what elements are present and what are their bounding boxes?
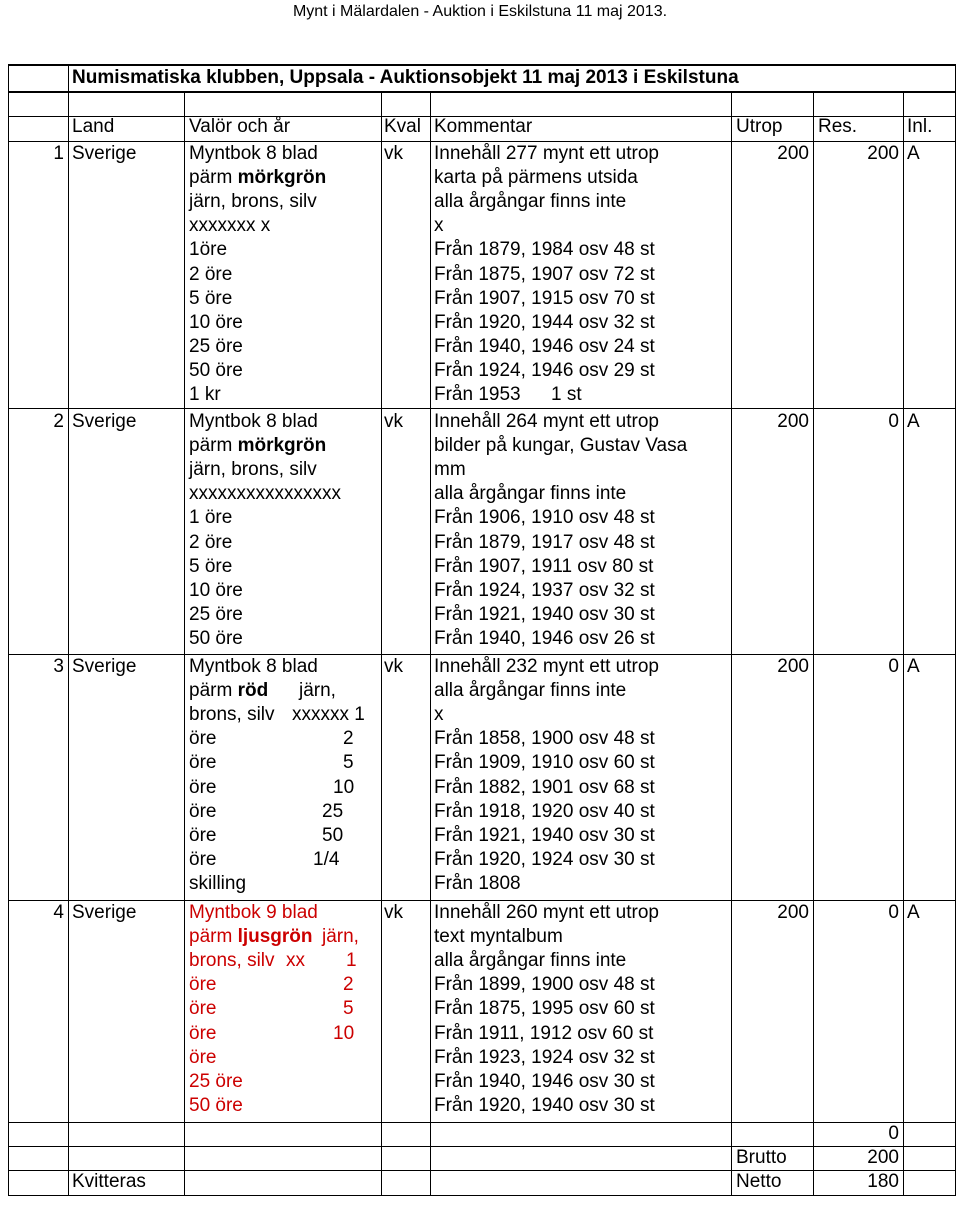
- comment-line-text: Från 1953: [434, 384, 521, 405]
- comment-line: [434, 190, 626, 214]
- denomination-line-text: 1öre: [189, 239, 228, 261]
- denomination-line: [189, 603, 243, 627]
- denomination-line-text: Myntbok 9 blad: [189, 902, 318, 923]
- country-cell: Sverige: [72, 656, 137, 677]
- denomination-line: [189, 166, 326, 190]
- comment-line-text: Från 1911, 1912 osv 60 st: [434, 1022, 654, 1044]
- reserve-cell: 0: [888, 656, 899, 677]
- denomination-line: [189, 482, 341, 506]
- denomination-line-right-text: 50: [322, 824, 344, 846]
- denomination-line: [189, 579, 243, 603]
- comment-line: [434, 901, 659, 925]
- comment-line-text: Från 1924, 1946 osv 29 st: [434, 359, 655, 381]
- comment-line: [434, 555, 653, 579]
- denomination-line: [189, 287, 232, 311]
- denomination-line: [189, 627, 243, 651]
- denomination-line-right-text: xx: [286, 950, 305, 972]
- submitter-cell: A: [907, 656, 920, 677]
- comment-line: [434, 727, 655, 751]
- denomination-line-text: öre: [189, 824, 217, 846]
- reserve-cell: 200: [867, 143, 899, 164]
- denomination-line: [189, 997, 216, 1021]
- denomination-line-text: 2 öre: [189, 263, 233, 285]
- denomination-line: [189, 824, 216, 848]
- denomination-line-text: 1 öre: [189, 507, 233, 529]
- denomination-line-text: 10 öre: [189, 311, 243, 333]
- denomination-line: [189, 506, 232, 530]
- comment-line-text: alla årgångar finns inte: [434, 483, 627, 505]
- comment-line-text: Från 1858, 1900 osv 48 st: [434, 728, 655, 750]
- denomination-line: [189, 410, 318, 434]
- comment-line-text: x: [434, 215, 444, 237]
- brutto-value: 200: [867, 1147, 899, 1168]
- comment-line-text: Innehåll 277 mynt ett utrop: [434, 143, 659, 164]
- item-number: 3: [53, 656, 64, 677]
- comment-line: [434, 997, 655, 1021]
- denomination-line-text: öre: [189, 998, 217, 1020]
- comment-line: [434, 287, 655, 311]
- column-border: [430, 92, 431, 1196]
- netto-label: Netto: [736, 1171, 782, 1192]
- denomination-line-right-text: järn,: [299, 680, 336, 702]
- comment-line: [434, 627, 655, 651]
- denomination-line: [189, 142, 318, 166]
- denomination-line-right-text: järn,: [322, 926, 359, 948]
- column-header-res: Res.: [818, 116, 858, 137]
- denomination-line-text: 1 kr: [189, 384, 221, 405]
- denomination-line-right-text: 2: [343, 728, 354, 750]
- comment-line-text: alla årgångar finns inte: [434, 191, 627, 213]
- denomination-line: [189, 359, 243, 383]
- netto-value: 180: [867, 1171, 899, 1192]
- comment-line: [434, 359, 655, 383]
- comment-line-text: Från 1921, 1940 osv 30 st: [434, 603, 655, 625]
- denomination-line-text: pärm: [189, 926, 238, 948]
- comment-line-text: Från 1920, 1940 osv 30 st: [434, 1094, 655, 1116]
- denomination-line: [189, 1022, 216, 1046]
- denomination-line-text: öre: [189, 728, 217, 750]
- country-cell: Sverige: [72, 411, 137, 432]
- starting-price-cell: 200: [777, 143, 809, 164]
- denomination-line-text: 50 öre: [189, 1094, 243, 1116]
- denomination-line: [189, 655, 318, 679]
- comment-line: [434, 824, 655, 848]
- denomination-line-text: brons, silv: [189, 704, 275, 726]
- denomination-line: [189, 872, 246, 896]
- starting-price-cell: 200: [777, 902, 809, 923]
- denomination-line: [189, 531, 232, 555]
- comment-line-text: Från 1907, 1915 osv 70 st: [434, 287, 655, 309]
- comment-line: [434, 579, 655, 603]
- grade-cell: vk: [384, 902, 403, 923]
- comment-line: [434, 679, 626, 703]
- denomination-line-right-text: 5: [343, 752, 354, 774]
- comment-line-text: Från 1899, 1900 osv 48 st: [434, 974, 655, 996]
- column-border: [731, 92, 732, 1196]
- comment-line: [434, 238, 655, 262]
- comment-line-right-text: 1 st: [551, 384, 582, 405]
- comment-line-text: Från 1909, 1910 osv 60 st: [434, 752, 655, 774]
- comment-line: [434, 655, 659, 679]
- item-number: 2: [53, 411, 64, 432]
- denomination-line-text: öre: [189, 1022, 217, 1044]
- comment-line: [434, 603, 655, 627]
- comment-line: [434, 1070, 655, 1094]
- denomination-line: [189, 1094, 243, 1118]
- comment-line: [434, 973, 655, 997]
- reserve-cell: 0: [888, 902, 899, 923]
- comment-line-text: Från 1940, 1946 osv 26 st: [434, 627, 655, 649]
- comment-line-text: Från 1907, 1911 osv 80 st: [434, 555, 654, 577]
- denomination-line: [189, 848, 216, 872]
- denomination-line: [189, 335, 243, 359]
- comment-line: [434, 776, 655, 800]
- denomination-line: [189, 458, 317, 482]
- column-border: [68, 64, 69, 1196]
- denomination-line: [189, 751, 216, 775]
- denomination-line-text: öre: [189, 752, 217, 774]
- denomination-line-right-text: 10: [333, 776, 355, 798]
- denomination-line-right-text: 5: [343, 998, 354, 1020]
- comment-line: [434, 949, 626, 973]
- denomination-line-text: pärm: [189, 680, 238, 702]
- submitter-cell: A: [907, 902, 920, 923]
- comment-line-text: Från 1918, 1920 osv 40 st: [434, 800, 655, 822]
- denomination-line: [189, 973, 216, 997]
- denomination-line: [189, 311, 243, 335]
- denomination-line-text: 50 öre: [189, 627, 243, 649]
- denomination-line-right-text: 25: [322, 800, 344, 822]
- comment-line-text: Från 1875, 1907 osv 72 st: [434, 263, 655, 285]
- comment-line-text: Från 1940, 1946 osv 24 st: [434, 335, 655, 357]
- kvitteras-label: Kvitteras: [72, 1171, 146, 1192]
- reserve-cell: 0: [888, 411, 899, 432]
- comment-line: [434, 751, 655, 775]
- column-border: [903, 92, 904, 1196]
- comment-line: [434, 1022, 653, 1046]
- comment-line: [434, 263, 655, 287]
- comment-line-text: mm: [434, 459, 466, 481]
- country-cell: Sverige: [72, 902, 137, 923]
- comment-line-text: Från 1879, 1917 osv 48 st: [434, 531, 655, 553]
- denomination-line: [189, 1070, 243, 1094]
- comment-line: [434, 335, 655, 359]
- denomination-line-text: 5 öre: [189, 555, 233, 577]
- denomination-line-text: xxxxxxx x: [189, 215, 271, 237]
- comment-line: [434, 214, 444, 238]
- comment-line: [434, 925, 563, 949]
- comment-line-text: Från 1920, 1924 osv 30 st: [434, 848, 655, 870]
- comment-line-text: x: [434, 704, 444, 726]
- denomination-line-text: 50 öre: [189, 359, 243, 381]
- starting-price-cell: 200: [777, 656, 809, 677]
- denomination-line-bold-text: röd: [237, 680, 269, 702]
- item-number: 1: [53, 143, 64, 164]
- item-number: 4: [53, 902, 64, 923]
- comment-line-text: Innehåll 264 mynt ett utrop: [434, 411, 659, 432]
- denomination-line-text: järn, brons, silv: [189, 191, 317, 213]
- comment-line: [434, 506, 655, 530]
- denomination-line-text: Myntbok 8 blad: [189, 411, 318, 432]
- denomination-line-right-text: 1/4: [313, 848, 340, 870]
- denomination-line: [189, 1046, 216, 1070]
- denomination-line-text: öre: [189, 974, 217, 996]
- denomination-line-text: pärm: [189, 167, 238, 189]
- country-cell: Sverige: [72, 143, 137, 164]
- column-border: [381, 92, 382, 1196]
- denomination-line-right-text: 1: [346, 950, 357, 972]
- denomination-line-text: xxxxxxxxxxxxxxxx: [189, 483, 341, 505]
- comment-line: [434, 1094, 655, 1118]
- denomination-line-text: pärm: [189, 435, 238, 457]
- comment-line-text: Från 1879, 1984 osv 48 st: [434, 239, 655, 261]
- column-border: [813, 92, 814, 1196]
- denomination-line-text: 25 öre: [189, 603, 243, 625]
- denomination-line-text: öre: [189, 1046, 217, 1068]
- column-header-kval: Kval: [384, 116, 421, 137]
- denomination-line-text: 25 öre: [189, 335, 243, 357]
- comment-line-text: alla årgångar finns inte: [434, 680, 627, 702]
- comment-line-text: Från 1940, 1946 osv 30 st: [434, 1070, 655, 1092]
- denomination-line: [189, 925, 313, 949]
- comment-line: [434, 166, 638, 190]
- denomination-line-text: öre: [189, 848, 217, 870]
- denomination-line: [189, 800, 216, 824]
- denomination-line-right-text: 2: [343, 974, 354, 996]
- comment-line-text: Från 1923, 1924 osv 32 st: [434, 1046, 655, 1068]
- denomination-line: [189, 555, 232, 579]
- denomination-line: [189, 214, 270, 238]
- comment-line: [434, 703, 444, 727]
- submitter-cell: A: [907, 411, 920, 432]
- comment-line: [434, 434, 687, 458]
- denomination-line-text: brons, silv: [189, 950, 275, 972]
- comment-line-text: Från 1875, 1995 osv 60 st: [434, 998, 655, 1020]
- comment-line: [434, 848, 655, 872]
- grade-cell: vk: [384, 656, 403, 677]
- denomination-line-right-text: 10: [333, 1022, 355, 1044]
- denomination-line: [189, 383, 221, 407]
- denomination-line-text: Myntbok 8 blad: [189, 656, 318, 677]
- column-header-land: Land: [72, 116, 115, 137]
- denomination-line: [189, 727, 216, 751]
- denomination-line-text: skilling: [189, 872, 247, 894]
- grade-cell: vk: [384, 143, 403, 164]
- denomination-line-bold-text: mörkgrön: [237, 435, 327, 457]
- denomination-line-text: 2 öre: [189, 531, 233, 553]
- comment-line-text: Från 1808: [434, 872, 521, 894]
- table-title: Numismatiska klubben, Uppsala - Auktionsobjekt 11 maj 2013 i Eskilstuna: [72, 67, 739, 88]
- comment-line-text: text myntalbum: [434, 926, 563, 948]
- comment-line-text: Från 1882, 1901 osv 68 st: [434, 776, 655, 798]
- column-border: [184, 92, 185, 1196]
- denomination-line-text: öre: [189, 776, 217, 798]
- comment-line-text: Från 1924, 1937 osv 32 st: [434, 579, 655, 601]
- denomination-line: [189, 263, 232, 287]
- denomination-line-text: 10 öre: [189, 579, 243, 601]
- denomination-line-text: öre: [189, 800, 217, 822]
- comment-line-text: Från 1920, 1944 osv 32 st: [434, 311, 655, 333]
- comment-line: [434, 800, 655, 824]
- denomination-line-bold-text: ljusgrön: [237, 926, 313, 948]
- comment-line: [434, 410, 659, 434]
- comment-line-text: Innehåll 232 mynt ett utrop: [434, 656, 659, 677]
- page-header: Mynt i Mälardalen - Auktion i Eskilstuna 11 maj 2013.: [292, 3, 668, 20]
- comment-line: [434, 142, 659, 166]
- comment-line-text: Från 1921, 1940 osv 30 st: [434, 824, 655, 846]
- denomination-line: [189, 901, 318, 925]
- denomination-line-text: Myntbok 8 blad: [189, 143, 318, 164]
- column-header-inl: Inl.: [907, 116, 933, 137]
- denomination-line: [189, 703, 275, 727]
- column-header-utrop: Utrop: [736, 116, 783, 137]
- denomination-line-bold-text: mörkgrön: [237, 167, 327, 189]
- denomination-line: [189, 679, 268, 703]
- comment-line-text: alla årgångar finns inte: [434, 950, 627, 972]
- brutto-label: Brutto: [736, 1147, 787, 1168]
- denomination-line: [189, 434, 326, 458]
- column-header-kommentar: Kommentar: [434, 116, 533, 137]
- comment-line: [434, 311, 655, 335]
- comment-line: [434, 458, 466, 482]
- comment-line: [434, 1046, 655, 1070]
- submitter-cell: A: [907, 143, 920, 164]
- denomination-line: [189, 776, 216, 800]
- comment-line: [434, 872, 521, 896]
- denomination-line-right-text: xxxxxx 1: [292, 704, 365, 726]
- denomination-line-text: 5 öre: [189, 287, 233, 309]
- denomination-line-text: järn, brons, silv: [189, 459, 317, 481]
- comment-line: [434, 383, 521, 407]
- reserve-total: 0: [888, 1123, 899, 1144]
- denomination-line: [189, 949, 275, 973]
- denomination-line-text: 25 öre: [189, 1070, 243, 1092]
- column-header-valor: Valör och år: [189, 116, 291, 137]
- grade-cell: vk: [384, 411, 403, 432]
- denomination-line: [189, 190, 317, 214]
- comment-line: [434, 482, 626, 506]
- comment-line-text: karta på pärmens utsida: [434, 167, 638, 189]
- comment-line: [434, 531, 655, 555]
- comment-line-text: Innehåll 260 mynt ett utrop: [434, 902, 659, 923]
- starting-price-cell: 200: [777, 411, 809, 432]
- denomination-line: [189, 238, 227, 262]
- comment-line-text: Från 1906, 1910 osv 48 st: [434, 507, 655, 529]
- comment-line-text: bilder på kungar, Gustav Vasa: [434, 435, 688, 457]
